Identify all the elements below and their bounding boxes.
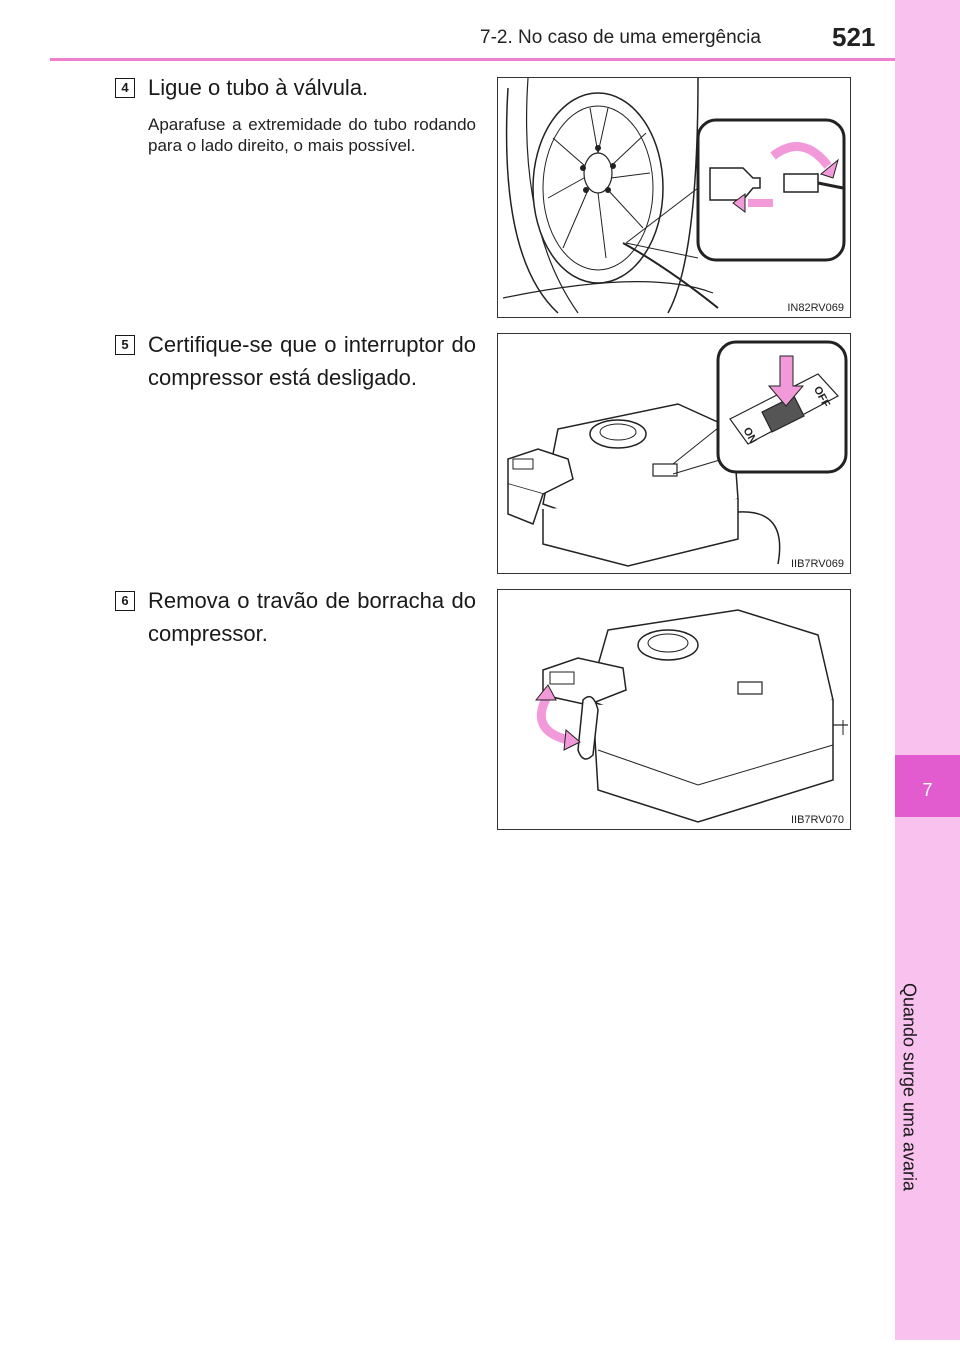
valve-hose-illustration [498, 78, 851, 318]
compressor-switch-illustration [498, 334, 851, 574]
step-number-badge: 4 [115, 78, 135, 98]
compressor-switch-figure [497, 333, 851, 574]
step-number-badge: 6 [115, 591, 135, 611]
header-rule [50, 58, 895, 61]
figure-code: IN82RV069 [787, 302, 844, 314]
step-title: Certifique-se que o interruptor do compressor está desligado. [148, 332, 476, 390]
figure-code: IIB7RV069 [790, 558, 844, 570]
valve-hose-figure [497, 77, 851, 318]
figure-code: IIB7RV070 [790, 814, 844, 826]
compressor-rubber-stopper-illustration [498, 590, 851, 830]
step-number-badge: 5 [115, 335, 135, 355]
chapter-title: Quando surge uma avaria [899, 982, 920, 1192]
chapter-title-wrap [882, 825, 936, 1355]
switch-on-label: ON [740, 425, 759, 446]
section-title: 7-2. No caso de uma emergência [480, 27, 761, 48]
chapter-number: 7 [922, 780, 933, 800]
page-number: 521 [832, 22, 876, 52]
step-title: Remova o travão de borracha do compressor. [148, 588, 476, 646]
step-title: Ligue o tubo à válvula. [148, 75, 369, 100]
compressor-stopper-figure [497, 589, 851, 830]
switch-off-label: OFF [811, 384, 832, 410]
step-description: Aparafuse a extremidade do tubo rodando para o lado direito, o mais possível. [148, 115, 476, 155]
